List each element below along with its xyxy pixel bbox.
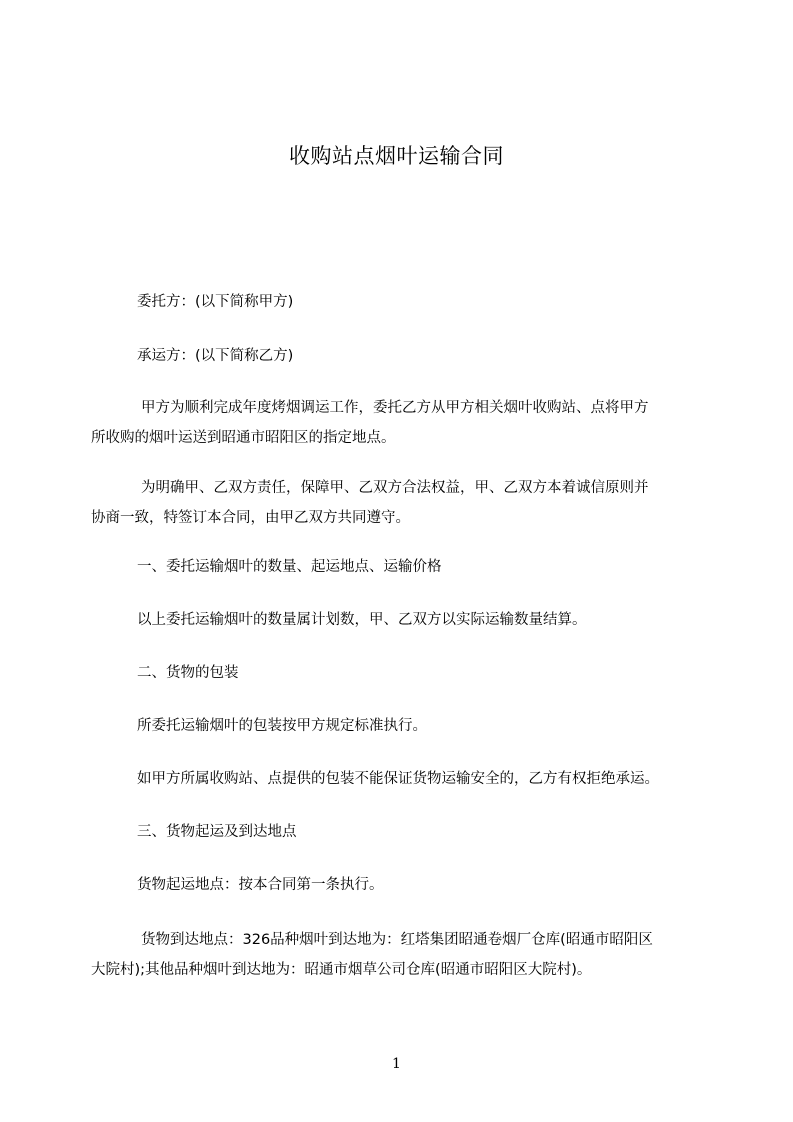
- paragraph-line: 货物起运地点：按本合同第一条执行。: [137, 877, 384, 893]
- paragraph-line: 大院村);其他品种烟叶到达地为：昭通市烟草公司仓库(昭通市昭阳区大院村)。: [91, 962, 592, 978]
- paragraph-line: 所委托运输烟叶的包装按甲方规定标准执行。: [137, 718, 427, 734]
- paragraph-packaging: [137, 711, 717, 741]
- section-heading-locations: [137, 817, 717, 847]
- paragraph-line: 以上委托运输烟叶的数量属计划数，甲、乙双方以实际运输数量结算。: [137, 612, 587, 628]
- paragraph-origin: [137, 870, 717, 900]
- paragraph-line: 所收购的烟叶运送到昭通市昭阳区的指定地点。: [91, 430, 396, 446]
- section-heading-quantity: [137, 552, 717, 582]
- paragraph-line: 协商一致，特签订本合同，由甲乙双方共同遵守。: [91, 510, 410, 526]
- paragraph-agreement: [91, 473, 707, 533]
- paragraph-destination: [91, 925, 707, 985]
- section-heading-packaging: [137, 658, 717, 688]
- paragraph-purpose: [91, 393, 707, 453]
- paragraph-line: 承运方：(以下简称乙方): [137, 348, 294, 364]
- section-heading: 三、货物起运及到达地点: [137, 824, 297, 840]
- section-heading: 二、货物的包装: [137, 665, 239, 681]
- section-heading: 一、委托运输烟叶的数量、起运地点、运输价格: [137, 559, 442, 575]
- paragraph-line: 如甲方所属收购站、点提供的包装不能保证货物运输安全的，乙方有权拒绝承运。: [137, 771, 659, 787]
- document-title: 收购站点烟叶运输合同: [289, 144, 504, 168]
- paragraph-packaging-refusal: [137, 764, 717, 794]
- paragraph-quantity: [137, 605, 717, 635]
- paragraph-line: 为明确甲、乙双方责任，保障甲、乙双方合法权益，甲、乙双方本着诚信原则并: [141, 480, 649, 496]
- paragraph-carrier: [137, 341, 717, 371]
- paragraph-client: [137, 287, 717, 317]
- paragraph-line: 委托方：(以下简称甲方): [137, 294, 294, 310]
- page-number: 1: [392, 1056, 401, 1072]
- paragraph-line: 甲方为顺利完成年度烤烟调运工作，委托乙方从甲方相关烟叶收购站、点将甲方: [141, 400, 649, 416]
- paragraph-line: 货物到达地点：326品种烟叶到达地为：红塔集团昭通卷烟厂仓库(昭通市昭阳区: [141, 932, 653, 948]
